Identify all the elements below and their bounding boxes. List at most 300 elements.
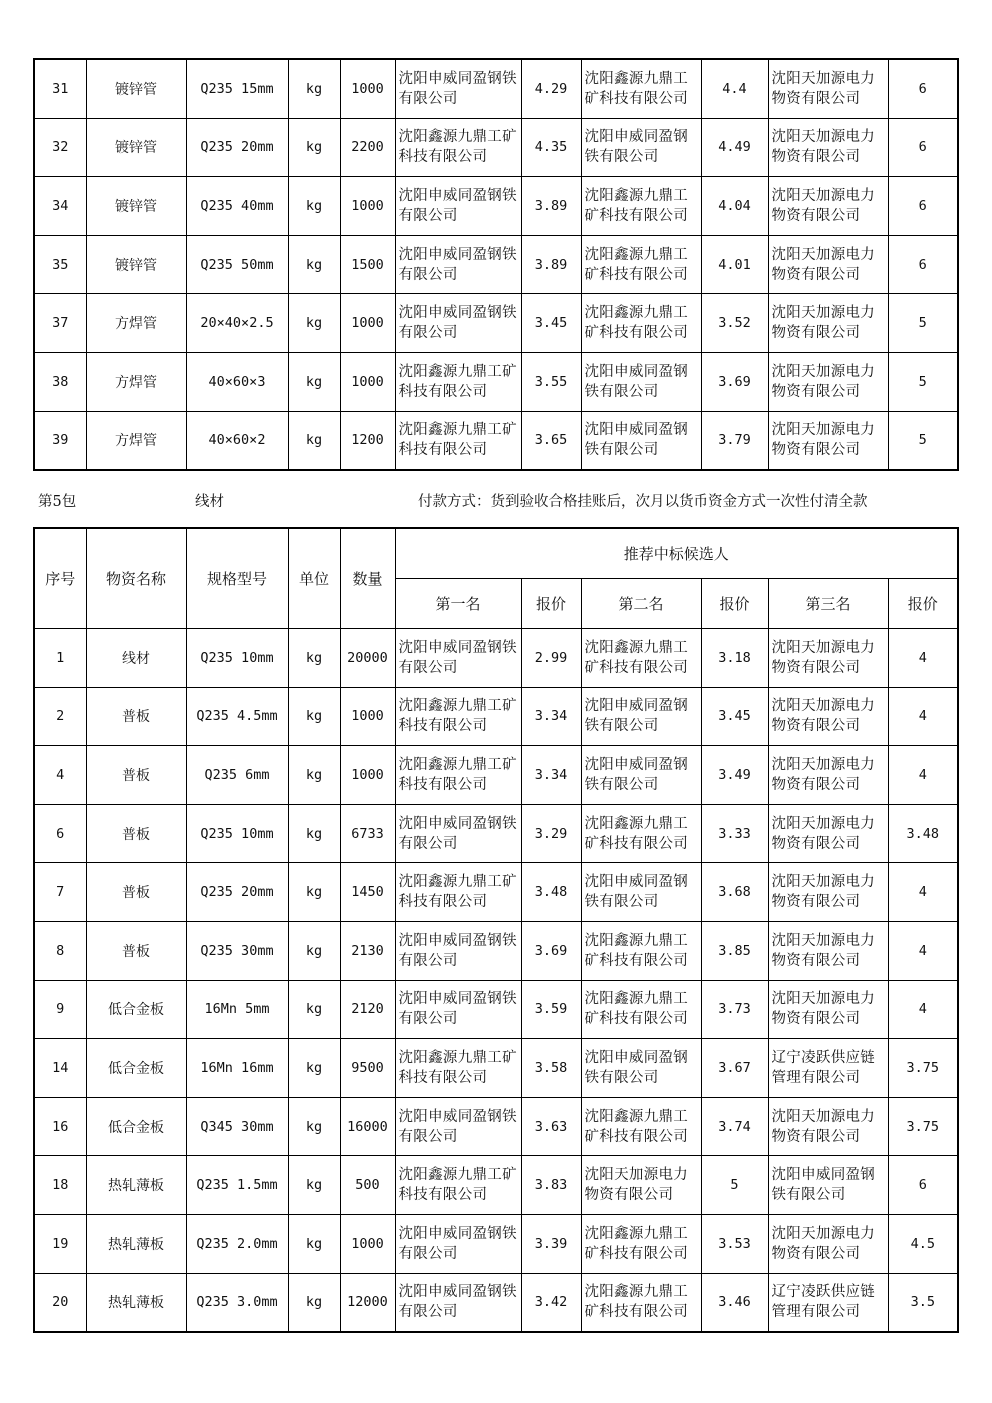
cell-no: 38 xyxy=(34,352,86,411)
cell-no: 18 xyxy=(34,1156,86,1215)
cell-third-company xyxy=(768,59,888,118)
cell-quantity: 1000 xyxy=(340,1214,395,1273)
table-body xyxy=(34,59,958,470)
cell-second-company xyxy=(581,746,701,805)
table-package-5 xyxy=(33,527,959,1333)
company-name: 沈阳鑫源九鼎工矿科技有限公司 xyxy=(398,129,517,166)
package-section-heading xyxy=(0,488,992,512)
cell-first-price: 3.59 xyxy=(521,980,581,1039)
cell-third-price: 4 xyxy=(888,746,958,805)
cell-first-company xyxy=(395,1156,521,1215)
company-name: 沈阳申威同盈钢铁有限公司 xyxy=(584,422,689,459)
cell-unit: kg xyxy=(288,118,340,177)
cell-first-price: 2.99 xyxy=(521,629,581,688)
cell-third-company xyxy=(768,235,888,294)
cell-third-price: 4.5 xyxy=(888,1214,958,1273)
cell-third-company xyxy=(768,1214,888,1273)
company-name: 沈阳天加源电力物资有限公司 xyxy=(771,246,876,283)
cell-first-company xyxy=(395,1039,521,1098)
cell-second-price: 3.74 xyxy=(701,1097,768,1156)
company-name: 沈阳申威同盈钢铁有限公司 xyxy=(771,1167,876,1204)
cell-third-company xyxy=(768,1039,888,1098)
cell-material-name: 镀锌管 xyxy=(86,59,186,118)
cell-material-name: 方焊管 xyxy=(86,294,186,353)
cell-material-name: 普板 xyxy=(86,863,186,922)
header-price-3: 报价 xyxy=(888,579,958,629)
cell-unit: kg xyxy=(288,352,340,411)
cell-quantity: 1450 xyxy=(340,863,395,922)
cell-unit: kg xyxy=(288,1214,340,1273)
cell-no: 19 xyxy=(34,1214,86,1273)
cell-spec: 16Mn 5mm xyxy=(186,980,288,1039)
cell-third-company xyxy=(768,294,888,353)
cell-material-name: 线材 xyxy=(86,629,186,688)
company-name: 沈阳申威同盈钢铁有限公司 xyxy=(398,991,517,1028)
cell-third-price: 6 xyxy=(888,118,958,177)
company-name: 沈阳天加源电力物资有限公司 xyxy=(771,187,876,224)
cell-second-price: 3.18 xyxy=(701,629,768,688)
company-name: 沈阳鑫源九鼎工矿科技有限公司 xyxy=(398,1049,517,1086)
table-row xyxy=(34,294,958,353)
cell-third-company xyxy=(768,921,888,980)
cell-unit: kg xyxy=(288,921,340,980)
cell-no: 6 xyxy=(34,804,86,863)
table-row xyxy=(34,1097,958,1156)
cell-second-company xyxy=(581,921,701,980)
cell-no: 9 xyxy=(34,980,86,1039)
cell-quantity: 1200 xyxy=(340,411,395,470)
company-name: 沈阳天加源电力物资有限公司 xyxy=(584,1167,689,1204)
cell-material-name: 镀锌管 xyxy=(86,235,186,294)
cell-no: 32 xyxy=(34,118,86,177)
cell-third-price: 6 xyxy=(888,59,958,118)
company-name: 沈阳申威同盈钢铁有限公司 xyxy=(398,246,517,283)
table-row xyxy=(34,1156,958,1215)
cell-quantity: 1000 xyxy=(340,294,395,353)
header-candidates: 推荐中标候选人 xyxy=(395,528,958,579)
cell-second-price: 3.33 xyxy=(701,804,768,863)
company-name: 沈阳鑫源九鼎工矿科技有限公司 xyxy=(584,1225,689,1262)
payment-terms: 付款方式：货到验收合格挂账后，次月以货币资金方式一次性付清全款 xyxy=(418,494,868,510)
cell-material-name: 普板 xyxy=(86,687,186,746)
table-row xyxy=(34,629,958,688)
cell-quantity: 9500 xyxy=(340,1039,395,1098)
company-name: 沈阳鑫源九鼎工矿科技有限公司 xyxy=(398,1167,517,1204)
cell-spec: Q235 50mm xyxy=(186,235,288,294)
cell-first-company xyxy=(395,235,521,294)
company-name: 沈阳申威同盈钢铁有限公司 xyxy=(584,698,689,735)
cell-third-price: 4 xyxy=(888,863,958,922)
cell-quantity: 2200 xyxy=(340,118,395,177)
cell-quantity: 6733 xyxy=(340,804,395,863)
cell-third-price: 6 xyxy=(888,177,958,236)
cell-second-price: 4.4 xyxy=(701,59,768,118)
company-name: 沈阳申威同盈钢铁有限公司 xyxy=(398,932,517,969)
cell-first-company xyxy=(395,980,521,1039)
table-row xyxy=(34,863,958,922)
cell-first-price: 3.39 xyxy=(521,1214,581,1273)
cell-second-company xyxy=(581,235,701,294)
cell-spec: Q235 15mm xyxy=(186,59,288,118)
cell-second-company xyxy=(581,1214,701,1273)
company-name: 沈阳申威同盈钢铁有限公司 xyxy=(584,363,689,400)
cell-second-price: 4.49 xyxy=(701,118,768,177)
cell-quantity: 20000 xyxy=(340,629,395,688)
cell-first-company xyxy=(395,746,521,805)
company-name: 沈阳天加源电力物资有限公司 xyxy=(771,639,876,676)
cell-unit: kg xyxy=(288,235,340,294)
company-name: 沈阳申威同盈钢铁有限公司 xyxy=(584,874,689,911)
company-name: 沈阳天加源电力物资有限公司 xyxy=(771,756,876,793)
company-name: 沈阳天加源电力物资有限公司 xyxy=(771,70,876,107)
cell-quantity: 1000 xyxy=(340,59,395,118)
cell-no: 20 xyxy=(34,1273,86,1332)
cell-third-company xyxy=(768,980,888,1039)
cell-material-name: 镀锌管 xyxy=(86,118,186,177)
cell-third-company xyxy=(768,804,888,863)
cell-quantity: 1000 xyxy=(340,352,395,411)
table-row xyxy=(34,746,958,805)
cell-second-company xyxy=(581,294,701,353)
cell-first-price: 3.58 xyxy=(521,1039,581,1098)
cell-first-company xyxy=(395,177,521,236)
cell-spec: Q345 30mm xyxy=(186,1097,288,1156)
cell-third-price: 4 xyxy=(888,687,958,746)
company-name: 辽宁凌跃供应链管理有限公司 xyxy=(771,1049,876,1086)
table-row xyxy=(34,177,958,236)
cell-second-company xyxy=(581,118,701,177)
cell-spec: Q235 10mm xyxy=(186,629,288,688)
cell-second-price: 3.67 xyxy=(701,1039,768,1098)
table-row xyxy=(34,118,958,177)
cell-no: 31 xyxy=(34,59,86,118)
cell-spec: Q235 20mm xyxy=(186,863,288,922)
cell-first-price: 3.65 xyxy=(521,411,581,470)
cell-unit: kg xyxy=(288,1156,340,1215)
cell-first-company xyxy=(395,294,521,353)
cell-second-price: 3.79 xyxy=(701,411,768,470)
cell-no: 35 xyxy=(34,235,86,294)
table-row xyxy=(34,411,958,470)
company-name: 沈阳鑫源九鼎工矿科技有限公司 xyxy=(584,246,689,283)
cell-first-company xyxy=(395,118,521,177)
cell-first-company xyxy=(395,687,521,746)
cell-no: 7 xyxy=(34,863,86,922)
cell-second-company xyxy=(581,1097,701,1156)
cell-second-company xyxy=(581,863,701,922)
cell-second-price: 3.52 xyxy=(701,294,768,353)
company-name: 沈阳天加源电力物资有限公司 xyxy=(771,874,876,911)
cell-unit: kg xyxy=(288,629,340,688)
company-name: 沈阳鑫源九鼎工矿科技有限公司 xyxy=(584,187,689,224)
cell-no: 34 xyxy=(34,177,86,236)
header-no: 序号 xyxy=(34,528,86,629)
cell-quantity: 2130 xyxy=(340,921,395,980)
company-name: 辽宁凌跃供应链管理有限公司 xyxy=(771,1284,876,1321)
cell-no: 8 xyxy=(34,921,86,980)
cell-second-company xyxy=(581,1273,701,1332)
company-name: 沈阳鑫源九鼎工矿科技有限公司 xyxy=(584,1108,689,1145)
cell-third-company xyxy=(768,1156,888,1215)
cell-third-price: 6 xyxy=(888,1156,958,1215)
header-third: 第三名 xyxy=(768,579,888,629)
cell-second-price: 3.69 xyxy=(701,352,768,411)
company-name: 沈阳鑫源九鼎工矿科技有限公司 xyxy=(398,363,517,400)
cell-first-company xyxy=(395,59,521,118)
cell-third-company xyxy=(768,863,888,922)
table-row xyxy=(34,235,958,294)
company-name: 沈阳鑫源九鼎工矿科技有限公司 xyxy=(584,991,689,1028)
cell-second-company xyxy=(581,59,701,118)
company-name: 沈阳天加源电力物资有限公司 xyxy=(771,1225,876,1262)
cell-first-price: 3.42 xyxy=(521,1273,581,1332)
cell-second-price: 3.45 xyxy=(701,687,768,746)
company-name: 沈阳申威同盈钢铁有限公司 xyxy=(584,129,689,166)
cell-spec: Q235 20mm xyxy=(186,118,288,177)
cell-quantity: 16000 xyxy=(340,1097,395,1156)
cell-material-name: 低合金板 xyxy=(86,1097,186,1156)
cell-spec: 40×60×3 xyxy=(186,352,288,411)
company-name: 沈阳天加源电力物资有限公司 xyxy=(771,932,876,969)
company-name: 沈阳鑫源九鼎工矿科技有限公司 xyxy=(398,756,517,793)
cell-unit: kg xyxy=(288,1273,340,1332)
cell-material-name: 方焊管 xyxy=(86,411,186,470)
cell-material-name: 热轧薄板 xyxy=(86,1214,186,1273)
company-name: 沈阳申威同盈钢铁有限公司 xyxy=(584,756,689,793)
cell-third-price: 3.5 xyxy=(888,1273,958,1332)
cell-spec: Q235 4.5mm xyxy=(186,687,288,746)
company-name: 沈阳天加源电力物资有限公司 xyxy=(771,422,876,459)
cell-third-price: 3.48 xyxy=(888,804,958,863)
company-name: 沈阳天加源电力物资有限公司 xyxy=(771,305,876,342)
cell-second-company xyxy=(581,980,701,1039)
cell-third-price: 4 xyxy=(888,629,958,688)
header-qty: 数量 xyxy=(340,528,395,629)
cell-first-price: 4.35 xyxy=(521,118,581,177)
cell-third-company xyxy=(768,177,888,236)
cell-spec: 20×40×2.5 xyxy=(186,294,288,353)
cell-spec: Q235 40mm xyxy=(186,177,288,236)
cell-quantity: 1000 xyxy=(340,746,395,805)
cell-unit: kg xyxy=(288,177,340,236)
cell-material-name: 方焊管 xyxy=(86,352,186,411)
cell-quantity: 500 xyxy=(340,1156,395,1215)
cell-third-price: 5 xyxy=(888,352,958,411)
company-name: 沈阳申威同盈钢铁有限公司 xyxy=(398,815,517,852)
cell-spec: Q235 6mm xyxy=(186,746,288,805)
cell-quantity: 12000 xyxy=(340,1273,395,1332)
cell-spec: Q235 30mm xyxy=(186,921,288,980)
cell-unit: kg xyxy=(288,411,340,470)
cell-no: 16 xyxy=(34,1097,86,1156)
cell-unit: kg xyxy=(288,59,340,118)
company-name: 沈阳天加源电力物资有限公司 xyxy=(771,991,876,1028)
cell-no: 39 xyxy=(34,411,86,470)
cell-first-company xyxy=(395,1214,521,1273)
cell-first-price: 3.63 xyxy=(521,1097,581,1156)
company-name: 沈阳天加源电力物资有限公司 xyxy=(771,698,876,735)
cell-quantity: 1500 xyxy=(340,235,395,294)
cell-spec: 16Mn 16mm xyxy=(186,1039,288,1098)
cell-material-name: 普板 xyxy=(86,921,186,980)
cell-no: 2 xyxy=(34,687,86,746)
cell-third-company xyxy=(768,687,888,746)
cell-second-price: 3.53 xyxy=(701,1214,768,1273)
company-name: 沈阳申威同盈钢铁有限公司 xyxy=(398,1225,517,1262)
cell-third-company xyxy=(768,411,888,470)
cell-first-price: 3.45 xyxy=(521,294,581,353)
company-name: 沈阳申威同盈钢铁有限公司 xyxy=(398,187,517,224)
cell-spec: Q235 2.0mm xyxy=(186,1214,288,1273)
company-name: 沈阳鑫源九鼎工矿科技有限公司 xyxy=(584,305,689,342)
cell-second-company xyxy=(581,411,701,470)
cell-first-price: 3.29 xyxy=(521,804,581,863)
cell-unit: kg xyxy=(288,1039,340,1098)
cell-first-price: 3.48 xyxy=(521,863,581,922)
cell-second-price: 3.68 xyxy=(701,863,768,922)
cell-spec: Q235 1.5mm xyxy=(186,1156,288,1215)
cell-second-company xyxy=(581,1156,701,1215)
cell-no: 14 xyxy=(34,1039,86,1098)
cell-first-company xyxy=(395,863,521,922)
cell-third-price: 3.75 xyxy=(888,1097,958,1156)
cell-unit: kg xyxy=(288,804,340,863)
cell-no: 1 xyxy=(34,629,86,688)
cell-first-company xyxy=(395,1273,521,1332)
cell-material-name: 低合金板 xyxy=(86,1039,186,1098)
cell-first-company xyxy=(395,352,521,411)
cell-first-price: 3.34 xyxy=(521,746,581,805)
cell-third-price: 4 xyxy=(888,980,958,1039)
company-name: 沈阳天加源电力物资有限公司 xyxy=(771,363,876,400)
cell-second-company xyxy=(581,629,701,688)
table-previous-package xyxy=(33,58,959,471)
cell-third-company xyxy=(768,1097,888,1156)
company-name: 沈阳鑫源九鼎工矿科技有限公司 xyxy=(398,698,517,735)
cell-first-price: 3.69 xyxy=(521,921,581,980)
company-name: 沈阳天加源电力物资有限公司 xyxy=(771,815,876,852)
cell-third-company xyxy=(768,352,888,411)
company-name: 沈阳鑫源九鼎工矿科技有限公司 xyxy=(584,639,689,676)
company-name: 沈阳鑫源九鼎工矿科技有限公司 xyxy=(584,70,689,107)
cell-second-price: 3.73 xyxy=(701,980,768,1039)
package-category: 线材 xyxy=(195,494,224,510)
cell-second-price: 3.85 xyxy=(701,921,768,980)
table-row xyxy=(34,1273,958,1332)
cell-unit: kg xyxy=(288,980,340,1039)
table-row xyxy=(34,687,958,746)
cell-third-company xyxy=(768,1273,888,1332)
company-name: 沈阳申威同盈钢铁有限公司 xyxy=(398,70,517,107)
cell-first-company xyxy=(395,1097,521,1156)
header-price-1: 报价 xyxy=(521,579,581,629)
table-row xyxy=(34,1039,958,1098)
cell-second-company xyxy=(581,1039,701,1098)
cell-material-name: 普板 xyxy=(86,746,186,805)
cell-material-name: 镀锌管 xyxy=(86,177,186,236)
cell-second-price: 3.46 xyxy=(701,1273,768,1332)
cell-third-price: 3.75 xyxy=(888,1039,958,1098)
cell-first-company xyxy=(395,629,521,688)
cell-first-price: 3.55 xyxy=(521,352,581,411)
header-second: 第二名 xyxy=(581,579,701,629)
cell-spec: Q235 3.0mm xyxy=(186,1273,288,1332)
cell-second-company xyxy=(581,687,701,746)
package-number: 第5包 xyxy=(38,494,77,510)
cell-second-price: 4.01 xyxy=(701,235,768,294)
cell-spec: Q235 10mm xyxy=(186,804,288,863)
table-row xyxy=(34,1214,958,1273)
company-name: 沈阳天加源电力物资有限公司 xyxy=(771,1108,876,1145)
cell-unit: kg xyxy=(288,863,340,922)
cell-quantity: 1000 xyxy=(340,177,395,236)
table-row xyxy=(34,921,958,980)
cell-unit: kg xyxy=(288,1097,340,1156)
cell-first-price: 3.89 xyxy=(521,235,581,294)
cell-third-price: 6 xyxy=(888,235,958,294)
cell-first-price: 4.29 xyxy=(521,59,581,118)
cell-second-price: 5 xyxy=(701,1156,768,1215)
company-name: 沈阳申威同盈钢铁有限公司 xyxy=(398,305,517,342)
header-spec: 规格型号 xyxy=(186,528,288,629)
cell-unit: kg xyxy=(288,746,340,805)
cell-first-price: 3.83 xyxy=(521,1156,581,1215)
cell-first-company xyxy=(395,921,521,980)
cell-quantity: 2120 xyxy=(340,980,395,1039)
company-name: 沈阳天加源电力物资有限公司 xyxy=(771,129,876,166)
cell-third-company xyxy=(768,746,888,805)
cell-first-price: 3.34 xyxy=(521,687,581,746)
company-name: 沈阳鑫源九鼎工矿科技有限公司 xyxy=(584,932,689,969)
header-price-2: 报价 xyxy=(701,579,768,629)
cell-second-company xyxy=(581,352,701,411)
cell-unit: kg xyxy=(288,294,340,353)
cell-third-price: 4 xyxy=(888,921,958,980)
company-name: 沈阳鑫源九鼎工矿科技有限公司 xyxy=(398,422,517,459)
company-name: 沈阳申威同盈钢铁有限公司 xyxy=(398,639,517,676)
company-name: 沈阳鑫源九鼎工矿科技有限公司 xyxy=(584,1284,689,1321)
cell-material-name: 热轧薄板 xyxy=(86,1156,186,1215)
cell-first-company xyxy=(395,411,521,470)
cell-third-company xyxy=(768,629,888,688)
cell-second-price: 3.49 xyxy=(701,746,768,805)
cell-material-name: 普板 xyxy=(86,804,186,863)
table-row xyxy=(34,59,958,118)
cell-material-name: 低合金板 xyxy=(86,980,186,1039)
cell-first-price: 3.89 xyxy=(521,177,581,236)
header-first: 第一名 xyxy=(395,579,521,629)
company-name: 沈阳申威同盈钢铁有限公司 xyxy=(398,1108,517,1145)
table-header xyxy=(34,528,958,629)
cell-second-company xyxy=(581,177,701,236)
table-row xyxy=(34,352,958,411)
cell-third-price: 5 xyxy=(888,411,958,470)
company-name: 沈阳申威同盈钢铁有限公司 xyxy=(584,1049,689,1086)
company-name: 沈阳鑫源九鼎工矿科技有限公司 xyxy=(584,815,689,852)
cell-second-company xyxy=(581,804,701,863)
table-row xyxy=(34,980,958,1039)
table-row xyxy=(34,804,958,863)
cell-no: 37 xyxy=(34,294,86,353)
company-name: 沈阳申威同盈钢铁有限公司 xyxy=(398,1284,517,1321)
header-name: 物资名称 xyxy=(86,528,186,629)
cell-no: 4 xyxy=(34,746,86,805)
table-body xyxy=(34,629,958,1333)
cell-spec: 40×60×2 xyxy=(186,411,288,470)
cell-quantity: 1000 xyxy=(340,687,395,746)
cell-first-company xyxy=(395,804,521,863)
cell-third-price: 5 xyxy=(888,294,958,353)
